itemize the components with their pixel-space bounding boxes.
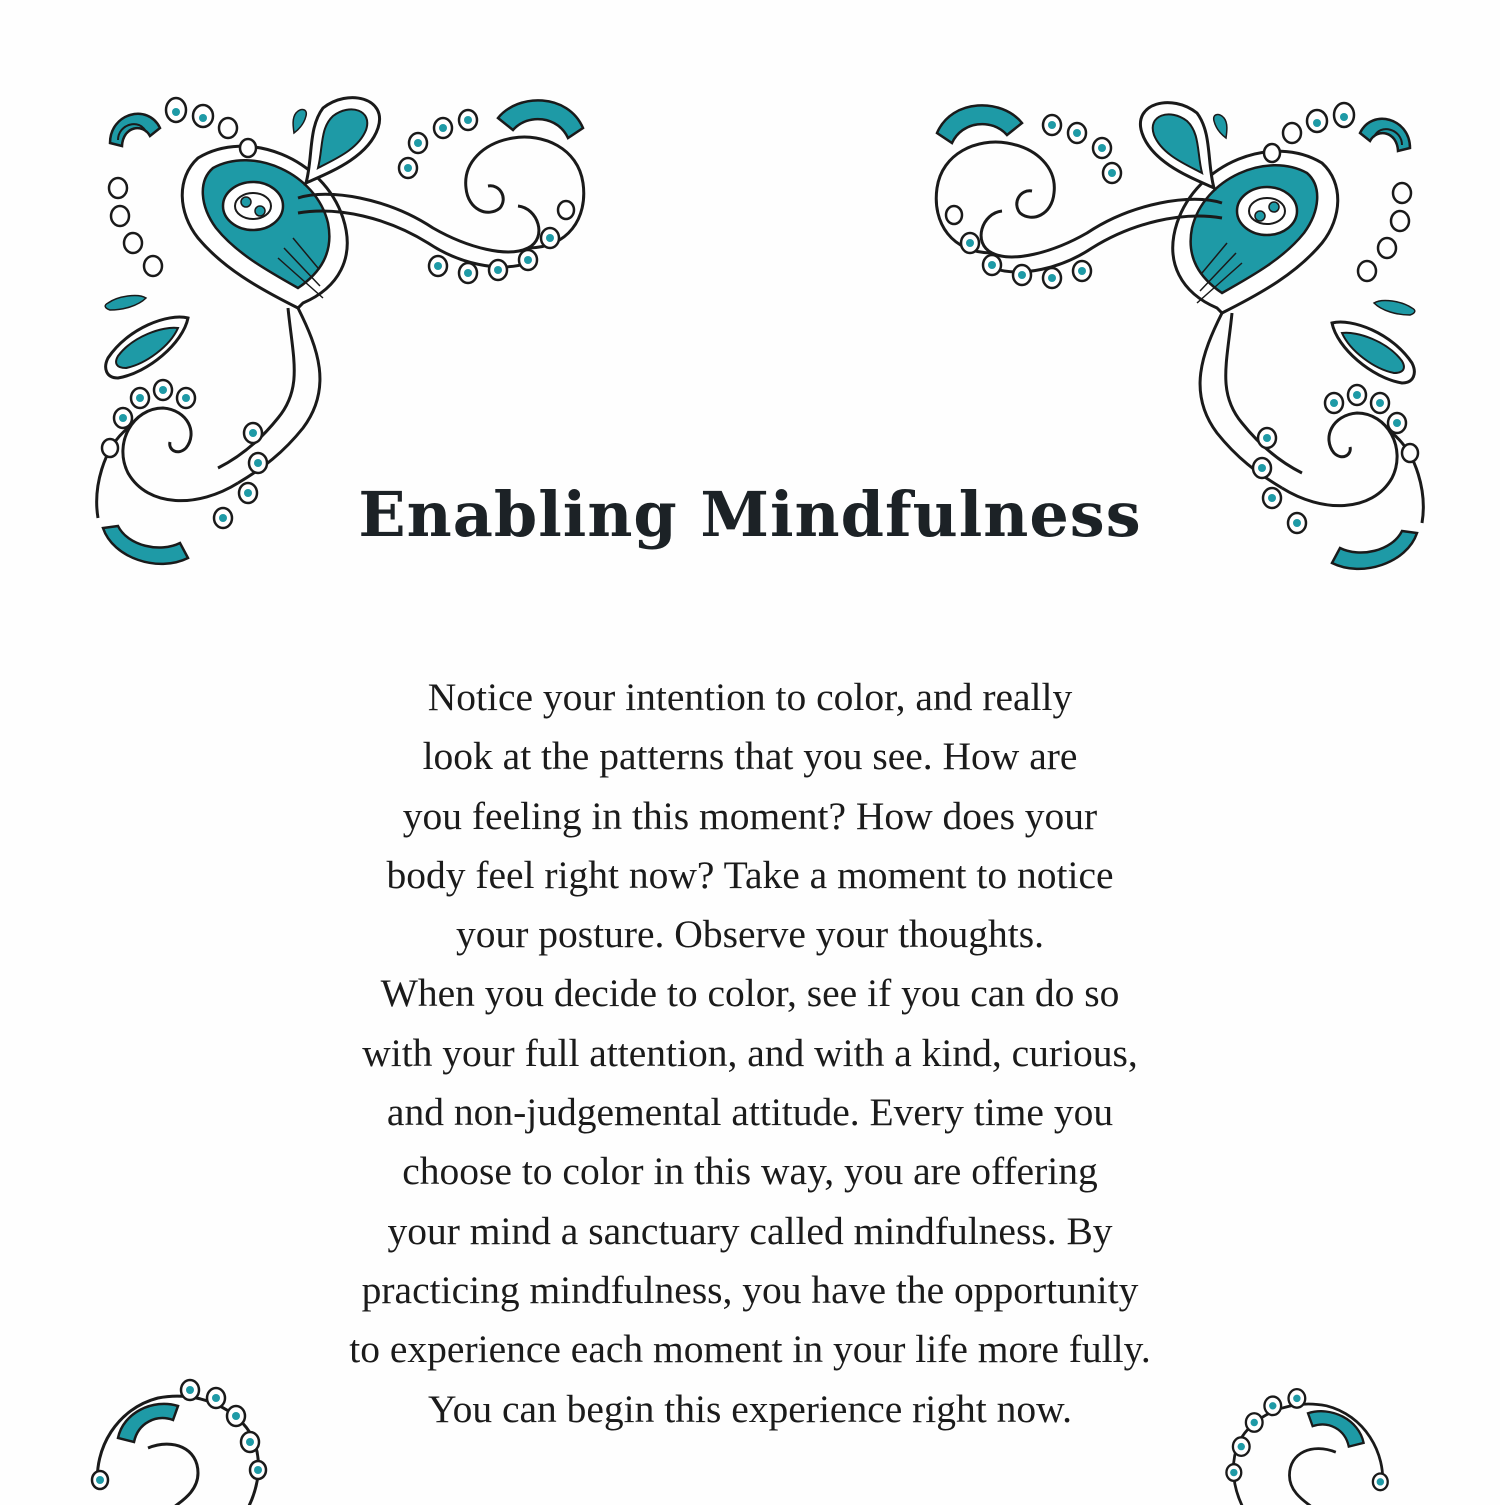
body-line: choose to color in this way, you are offering — [402, 1149, 1098, 1194]
body-line: When you decide to color, see if you can do so — [380, 971, 1120, 1016]
body-line: your mind a sanctuary called mindfulness. By — [387, 1208, 1113, 1253]
body-line: with your full attention, and with a kind, curious, — [362, 1030, 1138, 1075]
body-line: to experience each moment in your life more fully. — [349, 1327, 1151, 1372]
body-line: look at the patterns that you see. How are — [422, 734, 1078, 779]
page-title: Enabling Mindfulness — [358, 478, 1142, 551]
body-line: body feel right now? Take a moment to notice — [386, 852, 1114, 897]
body-line: you feeling in this moment? How does your — [402, 793, 1098, 838]
body-line: and non-judgemental attitude. Every time you — [386, 1090, 1114, 1135]
body-line: practicing mindfulness, you have the opportunity — [361, 1267, 1139, 1312]
body-line: You can begin this experience right now. — [428, 1386, 1072, 1431]
body-paragraph — [240, 668, 1260, 1439]
body-line: your posture. Observe your thoughts. — [455, 912, 1045, 957]
body-line: Notice your intention to color, and really — [427, 675, 1073, 719]
